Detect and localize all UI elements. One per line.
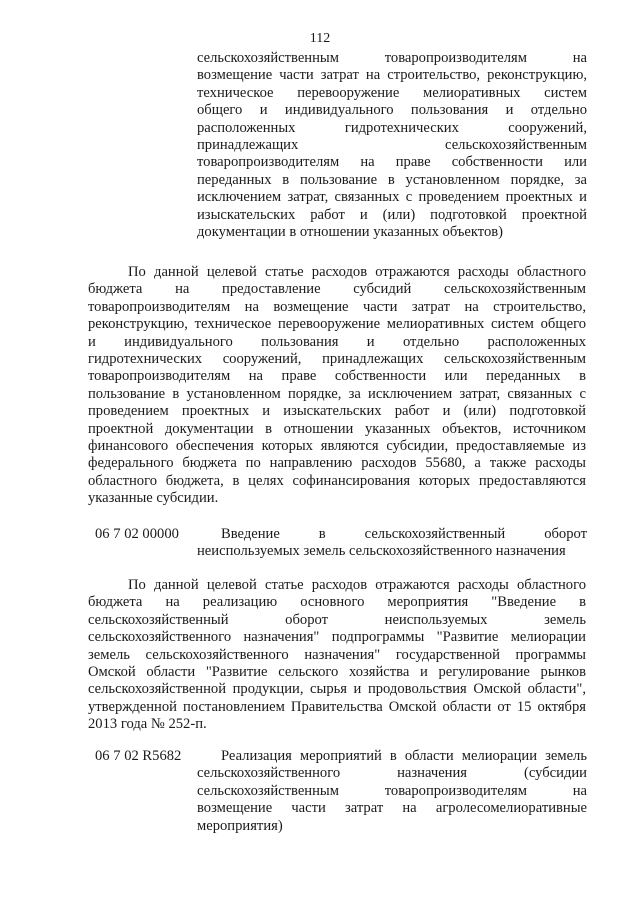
text-line: проведением проектных и изыскательских работ и (или) подготовкой (88, 403, 586, 420)
article-title (197, 526, 587, 561)
text-line: финансового обеспечения которых являются субсидии, предоставляемые из (88, 438, 586, 455)
text-line: документации в отношении указанных объектов) (197, 224, 504, 241)
text-line: сельскохозяйственного назначения" подпрограммы "Развитие мелиорации (88, 629, 586, 646)
text-line: мероприятия) (197, 817, 283, 834)
text-line: товаропроизводителям на праве собственности или переданных в (88, 368, 586, 385)
text-line: сельскохозяйственной продукции, сырья и продовольствия Омской области", (88, 681, 586, 698)
text-line: Омской области "Развитие сельского хозяйства и регулирование рынков (88, 664, 586, 681)
text-line: проектной документации в отношении указанных объектов, источником (88, 420, 586, 437)
text-line: сельскохозяйственного назначения (субсидии (197, 765, 587, 782)
text-line: бюджета на реализацию основного мероприятия "Введение в (88, 594, 586, 611)
text-line: реконструкцию, техническое перевооружение мелиоративных систем общего (88, 316, 586, 333)
article-description-continued (197, 50, 587, 241)
text-line: указанные субсидии. (88, 490, 219, 507)
article-explanation-paragraph (88, 577, 586, 734)
text-line: неиспользуемых земель сельскохозяйственного назначения (197, 543, 566, 560)
text-line: изыскательских работ и (или) подготовкой проектной (197, 206, 587, 223)
text-line: сельскохозяйственный оборот неиспользуемых земель (88, 611, 586, 628)
text-line: принадлежащих сельскохозяйственным (197, 137, 587, 154)
text-line: техническое перевооружение мелиоративных систем (197, 84, 587, 101)
text-line: федерального бюджета по направлению расходов 55680, а также расходы (88, 455, 586, 472)
text-line: бюджета на предоставление субсидий сельскохозяйственным (88, 281, 586, 298)
text-line: областного бюджета, в целях софинансирования которых предоставляются (88, 472, 586, 489)
text-line: и индивидуального пользования и отдельно расположенных (88, 333, 586, 350)
text-line: гидротехнических сооружений, принадлежащих сельскохозяйственным (88, 351, 586, 368)
text-line: возмещение части затрат на агролесомелиоративные (197, 800, 587, 817)
text-line: По данной целевой статье расходов отражаются расходы областного (128, 577, 586, 593)
text-line: 2013 года № 252-п. (88, 716, 207, 733)
text-line: земель сельскохозяйственного назначения" государственной программы (88, 646, 586, 663)
text-line: сельскохозяйственным товаропроизводителям на (197, 50, 587, 66)
page-number: 112 (309, 31, 331, 46)
text-line: переданных в пользование в установленном порядке, за (197, 171, 587, 188)
text-line: товаропроизводителям на возмещение части затрат на строительство, (88, 298, 586, 315)
article-title (197, 748, 587, 835)
text-line: утвержденной постановлением Правительства Омской области от 15 октября (88, 698, 586, 715)
text-line: исключением затрат, связанных с проведением проектных и (197, 189, 587, 206)
text-line: возмещение части затрат на строительство, реконструкцию, (197, 67, 587, 84)
text-line: общего и индивидуального пользования и отдельно (197, 102, 587, 119)
text-line: товаропроизводителям на праве собственности или (197, 154, 587, 171)
text-line: сельскохозяйственным товаропроизводителям на (197, 782, 587, 799)
article-explanation-paragraph (88, 264, 586, 508)
budget-code: 06 7 02 R5682 (95, 748, 182, 764)
text-line: расположенных гидротехнических сооружений, (197, 119, 587, 136)
text-line: Введение в сельскохозяйственный оборот (221, 526, 587, 542)
text-line: Реализация мероприятий в области мелиорации земель (221, 748, 587, 764)
text-line: пользование в установленном порядке, за исключением затрат, связанных с (88, 385, 586, 402)
text-line: По данной целевой статье расходов отражаются расходы областного (128, 264, 586, 280)
budget-code: 06 7 02 00000 (95, 526, 179, 542)
